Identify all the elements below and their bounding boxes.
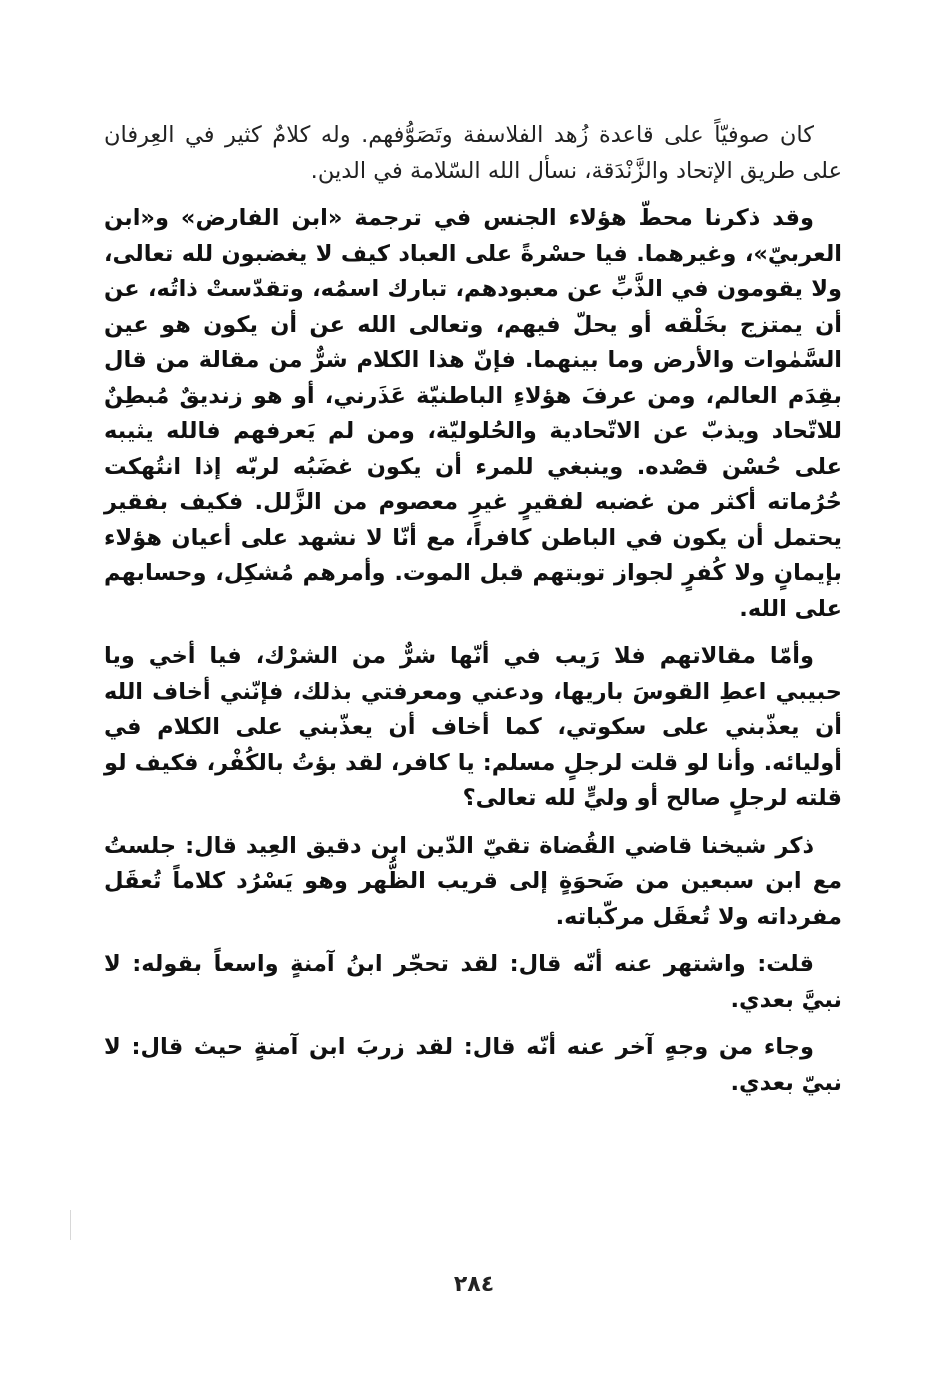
- paragraph: وأمّا مقالاتهم فلا رَيب في أنّها شرٌّ من الشرْك، فيا أخي ويا حبيبي اعطِ القوسَ باريها، ودعني ومعرفتي بذلك، فإنّني أخاف الله أن يعذّبني على سكوتي، كما أخاف أن يعذّبني على الكلام في أوليائه. وأنا لو قلت لرجلٍ مسلم: يا كافر، لقد بؤتُ بالكُفْر، فكيف لو قلته لرجلٍ صالح أو وليٍّ لله تعالى؟: [104, 643, 842, 811]
- paragraph: وجاء من وجهٍ آخر عنه أنّه قال: لقد زربَ ابن آمنةٍ حيث قال: لا نبيّ بعدي.: [104, 1034, 842, 1096]
- scan-artifact: [70, 1210, 71, 1240]
- paragraph: ذكر شيخنا قاضي القُضاة تقيّ الدّين ابن دقيق العِيد قال: جلستُ مع ابن سبعين من ضَحوَةٍ إلى قريب الظُّهر وهو يَسْرُد كلاماً تُعقَل مفرداته ولا تُعقَل مركّباته.: [104, 832, 842, 930]
- paragraph: كان صوفيّاً على قاعدة زُهد الفلاسفة وتَصَوُّفهم. وله كلامٌ كثير في العِرفان على طريق الإتحاد والزَّنْدَقة، نسأل الله السّلامة في الدين.: [104, 122, 842, 184]
- document-body: [104, 118, 842, 1113]
- paragraph: وقد ذكرنا محطّ هؤلاء الجنس في ترجمة «ابن الفارض» و«ابن العربيّ»، وغيرهما. فيا حسْرةً على العباد كيف لا يغضبون لله تعالى، ولا يقومون في الذَّبِّ عن معبودهم، تبارك اسمُه، وتقدّستْ ذاتُه، عن أن يمتزج بخَلْقه أو يحلّ فيهم، وتعالى الله عن أن يكون هو عين السَّمٰوات والأرض وما بينهما. فإنّ هذا الكلام شرٌّ من مقالة من قال بقِدَم العالم، ومن عرفَ هؤلاءِ الباطنيّة عَذَرني، أو هو زنديقٌ مُبطِنٌ للاتّحاد ويذبّ عن الاتّحادية والحُلوليّة، ومن لم يَعرفهم فالله يثيبه على حُسْن قصْده. وينبغي للمرء أن يكون غضَبُه لربّه إذا انتُهكت حُرُماته أكثر من غضبه لفقيرٍ غيرِ معصوم من الزَّلل. فكيف بفقير يحتمل أن يكون في الباطن كافراً، مع أنّا لا نشهد على أعيان هؤلاء بإيمانٍ ولا كُفرٍ لجواز توبتهم قبل الموت. وأمرهم مُشكِل، وحسابهم على الله.: [104, 205, 842, 622]
- paragraph: قلت: واشتهر عنه أنّه قال: لقد تحجّر ابنُ آمنةٍ واسعاً بقوله: لا نبيَّ بعدي.: [104, 951, 842, 1013]
- page-number: ٢٨٤: [453, 1272, 495, 1297]
